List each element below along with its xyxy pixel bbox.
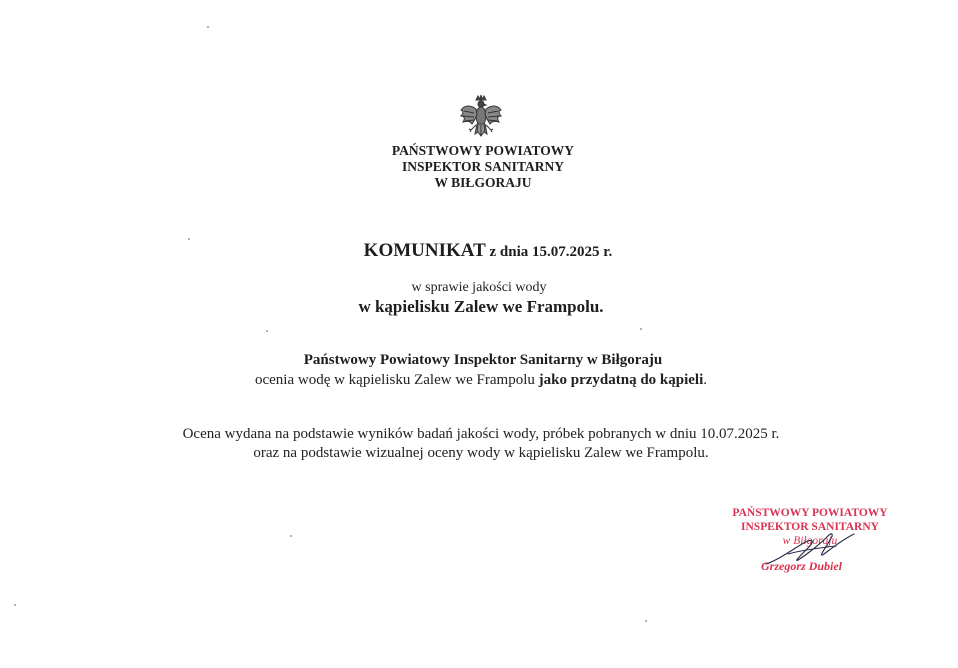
scan-speck xyxy=(14,604,16,606)
inspector-name: Państwowy Powiatowy Inspektor Sanitarny w Biłgoraju xyxy=(303,352,663,368)
assessment-end: . xyxy=(703,372,708,388)
basis-line-2: oraz na podstawie wizualnej oceny wody w kąpielisku Zalew we Frampolu. xyxy=(253,445,709,461)
scan-speck xyxy=(207,26,209,28)
assessment-body: ocenia wodę w kąpielisku Zalew we Frampolu xyxy=(254,372,539,388)
assessment-basis xyxy=(0,425,958,463)
scan-speck xyxy=(188,238,190,240)
assessment-text xyxy=(0,372,958,389)
scan-speck xyxy=(290,535,292,537)
issuer-line-1: PAŃSTWOWY POWIATOWY xyxy=(391,143,575,158)
issuer-header xyxy=(0,143,958,191)
subject-line: w sprawie jakości wody xyxy=(411,280,547,295)
polish-eagle-emblem-icon xyxy=(459,94,503,144)
stamp-line-1: PAŃSTWOWY POWIATOWY xyxy=(732,507,888,519)
stamp-signatory-name: Grzegorz Dubiel xyxy=(761,559,843,573)
basis-line-1: Ocena wydana na podstawie wyników badań jakości wody, próbek pobranych w dniu 10.07.2025 r. xyxy=(182,426,780,442)
issuer-line-2: INSPEKTOR SANITARNY xyxy=(402,159,564,174)
handwritten-signature xyxy=(758,520,868,580)
stamp-line-3: w Biłgoraju xyxy=(782,535,838,547)
assessment-verdict: jako przydatną do kąpieli xyxy=(538,372,704,388)
scan-speck xyxy=(266,330,268,332)
issuer-line-3: W BIŁGORAJU xyxy=(434,175,532,190)
subject-place: w kąpielisku Zalew we Frampolu. xyxy=(358,297,604,316)
scan-speck xyxy=(645,620,647,622)
stamp-line-2: INSPEKTOR SANITARNY xyxy=(741,521,879,533)
heading-title: KOMUNIKAT xyxy=(363,240,486,261)
heading-date: z dnia 15.07.2025 r. xyxy=(485,244,613,260)
document-heading xyxy=(0,240,958,262)
scan-speck xyxy=(640,328,642,330)
